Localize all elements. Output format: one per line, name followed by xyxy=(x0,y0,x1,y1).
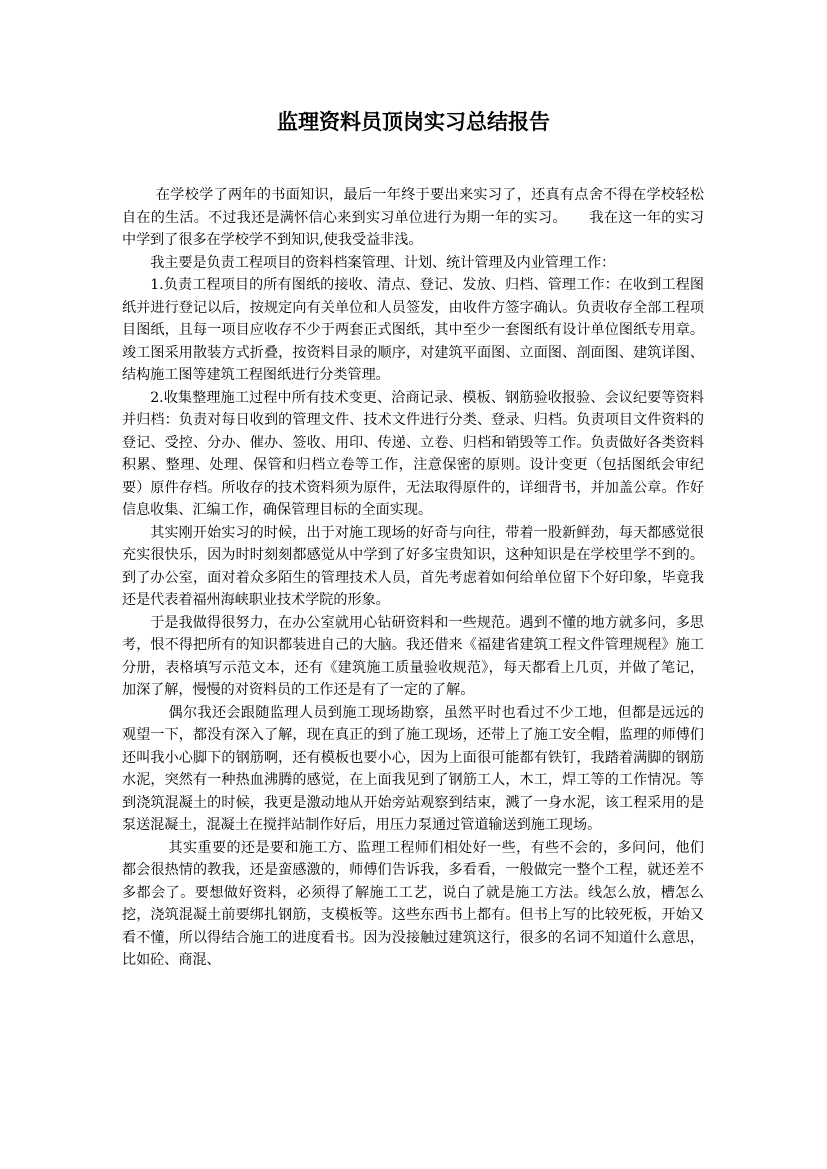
document-title: 监理资料员顶岗实习总结报告 xyxy=(277,109,550,134)
paragraph: 其实刚开始实习的时候，出于对施工现场的好奇与向往，带着一股新鲜劲，每天都感觉很充实很快乐，因为时时刻刻都感觉从中学到了好多宝贵知识，这种知识是在学校里学不到的。到了办公室，面对着众多陌生的管理技术人员，首先考虑着如何给单位留下个好印象，毕竟我还是代表着福州海峡职业技术学院的形象。 xyxy=(122,524,704,608)
paragraph: 于是我做得很努力，在办公室就用心钻研资料和一些规范。遇到不懂的地方就多问，多思考，恨不得把所有的知识都装进自己的大脑。我还借来《福建省建筑工程文件管理规程》施工分册，表格填写示范文本，还有《建筑施工质量验收规范》，每天都看上几页，并做了笔记，加深了解，慢慢的对资料员的工作还是有了一定的了解。 xyxy=(122,614,704,698)
paragraph-text: 我在这一年的实习中学到了很多在学校学不到知识,使我受益非浅。 xyxy=(122,209,705,248)
paragraph xyxy=(122,184,704,252)
document-body xyxy=(122,184,704,972)
paragraph: 其实重要的还是要和施工方、监理工程师们相处好一些，有些不会的，多问问，他们都会很热情的教我，还是蛮感激的，师傅们告诉我，多看看，一般做完一整个工程，就还差不多都会了。要想做好资料，必须得了解施工工艺，说白了就是施工方法。线怎么放，槽怎么挖，浇筑混凝土前要绑扎钢筋，支模板等。这些东西书上都有。但书上写的比较死板，开始又看不懂，所以得结合施工的进度看书。因为没接触过建筑这行，很多的名词不知道什么意思，比如砼、商混、 xyxy=(122,839,704,968)
paragraph: 我主要是负责工程项目的资料档案管理、计划、统计管理及内业管理工作： xyxy=(150,254,616,271)
paragraph: 偶尔我还会跟随监理人员到施工现场勘察，虽然平时也看过不少工地，但都是远远的观望一下，都没有深入了解，现在真正的到了施工现场，还带上了施工安全帽，监理的师傅们还叫我小心脚下的钢筋啊，还有模板也要小心，因为上面很可能都有铁钉，我踏着满脚的钢筋水泥，突然有一种热血沸腾的感觉，在上面我见到了钢筋工人，木工，焊工等的工作情况。等到浇筑混凝土的时候，我更是激动地从开始旁站观察到结束，溅了一身水泥，该工程采用的是泵送混凝土，混凝土在搅拌站制作好后，用压力泵通过管道输送到施工现场。 xyxy=(122,704,704,833)
paragraph: 2.收集整理施工过程中所有技术变更、洽商记录、模板、钢筋验收报验、会议纪要等资料并归档：负责对每日收到的管理文件、技术文件进行分类、登录、归档。负责项目文件资料的登记、受控、分办、催办、签收、用印、传递、立卷、归档和销毁等工作。负责做好各类资料积累、整理、处理、保管和归档立卷等工作，注意保密的原则。设计变更（包括图纸会审纪要）原件存档。所收存的技术资料须为原件，无法取得原件的，详细背书，并加盖公章。作好信息收集、汇编工作，确保管理目标的全面实现。 xyxy=(122,389,704,518)
paragraph-text: 在学校学了两年的书面知识，最后一年终于要出来实习了，还真有点舍不得在学校轻松自在的生活。不过我还是满怀信心来到实习单位进行为期一年的实习。 xyxy=(122,187,704,226)
paragraph: 1.负责工程项目的所有图纸的接收、清点、登记、发放、归档、管理工作：在收到工程图纸并进行登记以后，按规定向有关单位和人员签发，由收件方签字确认。负责收存全部工程项目图纸，且每一项目应收存不少于两套正式图纸，其中至少一套图纸有设计单位图纸专用章。竣工图采用散装方式折叠，按资料目录的顺序，对建筑平面图、立面图、剖面图、建筑详图、结构施工图等建筑工程图纸进行分类管理。 xyxy=(122,277,704,383)
